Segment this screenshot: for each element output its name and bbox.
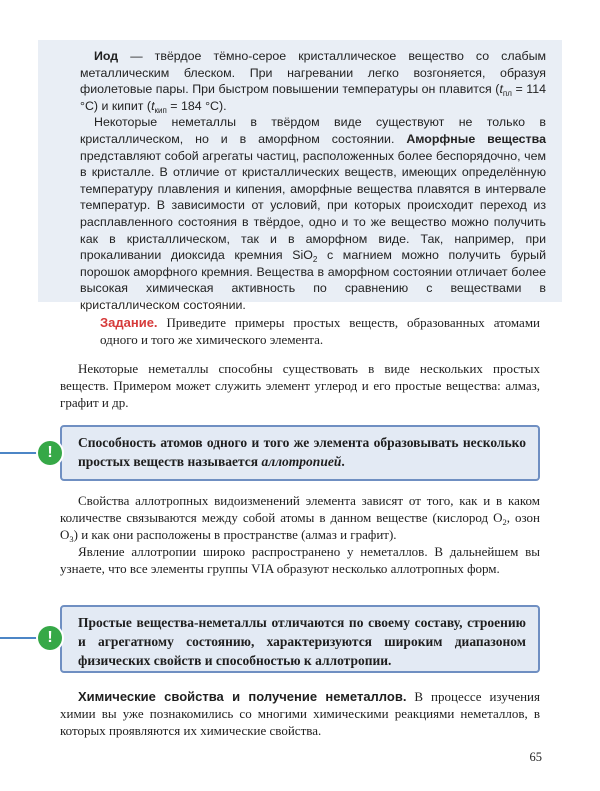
task-assignment: [100, 314, 540, 348]
section-heading: Химические свойства и получение неметаллов.: [78, 689, 407, 704]
allotropy-term: аллотропией: [261, 454, 342, 469]
allotropy-prevalence-paragraph: Явление аллотропии широко распространено у неметаллов. В дальнейшем вы узнаете, что все элементы группы VIA образуют несколько аллотропных форм.: [60, 544, 540, 577]
nonmetal-summary-box: Простые вещества-неметаллы отличаются по своему составу, строению и агрегатному состоянию, характеризуются широким диапазоном физических свойств и способностью к аллотропии.: [60, 605, 540, 673]
exclamation-icon: !: [38, 441, 62, 465]
allotropic-properties-paragraph: Свойства аллотропных видоизменений элемента зависят от того, как и в каком количестве связываются между собой атомы в данном веществе (кислород $O_2$, озон $O_3$) и как они расположены в пространстве (алмаз и графит).: [60, 493, 540, 545]
amorphous-term: Аморфные вещества: [406, 131, 546, 146]
iodine-paragraph: Иод — твёрдое тёмно-серое кристаллическое вещество со слабым металлическим блеском. При нагревании легко возгоняется, образуя фиолетовые пары. При быстром повышении температуры он плавится ($t_{пл} = 114$ °C) и кипит ($t_{кип} = 184$ °C).: [80, 49, 546, 115]
task-text: Приведите примеры простых веществ, образованных атомами одного и того же химического элемента.: [100, 315, 540, 347]
allotropy-intro-paragraph: Некоторые неметаллы способны существовать в виде нескольких простых веществ. Примером может служить элемент углерод и его простые вещества: алмаз, графит и др.: [60, 361, 540, 411]
chemical-properties-paragraph: Химические свойства и получение неметаллов. В процессе изучения химии вы уже познакомились со многими химическими реакциями неметаллов, в которых проявляются их химические свойства.: [60, 689, 540, 739]
exclamation-icon: !: [38, 626, 62, 650]
iodine-term: Иод: [94, 49, 119, 63]
task-label: Задание.: [100, 315, 158, 330]
allotropy-definition-box: Способность атомов одного и того же элемента образовывать несколько простых веществ называется аллотропией.: [60, 425, 540, 481]
amorphous-paragraph: Некоторые неметаллы в твёрдом виде существуют не только в кристаллическом, но и в аморфном состоянии. Аморфные вещества представляют собой агрегаты частиц, расположенных более беспорядочно, чем в кристалле. В отличие от кристаллических веществ, имеющих определённую температуру плавления и кипения, аморфные вещества плавятся в интервале температур. В зависимости от условий, при которых происходит переход из расплавленного состояния в твёрдое, одно и то же вещество можно получить как в кристаллическом, так и в аморфном виде. Так, например, при прокаливании диоксида кремния SiO$_2$ с магнием можно получить бурый порошок аморфного кремния. Вещества в аморфном состоянии отличает более высокая химическая активность по сравнению с веществами в кристаллическом состоянии.: [80, 115, 546, 312]
page-number: 65: [529, 750, 542, 764]
iodine-info-panel: [38, 40, 562, 312]
